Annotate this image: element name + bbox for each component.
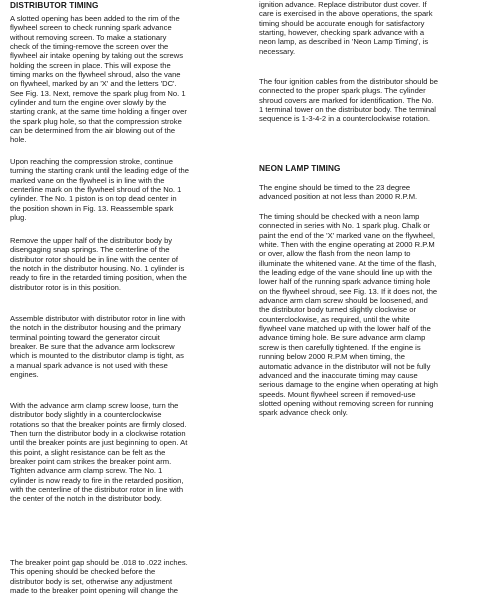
paragraph-line: ready to fire in the retarded timing position, when the [10, 273, 187, 283]
paragraph-line: running below 2000 R.P.M when timing, the [259, 352, 405, 362]
paragraph-line: necessary. [259, 46, 296, 56]
paragraph-line: until the breaker points are just beginning to open. At [10, 438, 188, 448]
paragraph-line: The timing should be checked with a neon lamp [259, 212, 420, 221]
paragraph [259, 77, 491, 124]
paragraph [10, 14, 242, 145]
paragraph-line: made to the breaker point opening will change the [10, 586, 179, 596]
paragraph [10, 558, 242, 595]
paragraph-line: distributor body slightly in a counterclockwise [10, 410, 162, 420]
paragraph-line: the position shown in Fig. 13. Reassemble spark [10, 203, 174, 213]
paragraph-line: cylinder is now ready to fire in the retarded position, [10, 475, 184, 485]
paragraph-line: flywheel vane matched up with the lower half of the [259, 324, 431, 334]
paragraph-line: disengaging snap springs. The centerline of the [10, 245, 170, 255]
paragraph-line: the notch in the distributor housing and the primary [10, 323, 181, 333]
paragraph-line: the leading edge of the vane should line up with the [259, 268, 433, 278]
paragraph-line: or over, allow the flash from the neon lamp to [259, 249, 411, 259]
paragraph-line: starting crank, at the same time holding a finger over [10, 107, 187, 117]
paragraph-line: on flywheel, marked by an 'X' and the letters 'DC'. [10, 79, 177, 89]
paragraph-line: neon lamp, as described in 'Neon Lamp Timing', is [259, 37, 429, 47]
paragraph-line: cylinder and turn the engine over slowly by the [10, 98, 167, 108]
paragraph-line: With the advance arm clamp screw loose, turn the [10, 401, 179, 410]
paragraph-line: check of the timing-remove the screen over the [10, 42, 169, 52]
paragraph-line: which is mounted to the distributor clamp is tight, as [10, 351, 184, 361]
paragraph-line: white. Then with the engine operating at 2000 R.P.M [259, 240, 435, 250]
paragraph-line: turning the starting crank until the leading edge of the [10, 166, 189, 176]
paragraph-line: plug. [10, 213, 27, 223]
paragraph-line: breaker. Be sure that the advance arm lockscrew [10, 342, 175, 352]
paragraph-line: The four ignition cables from the distributor should be [259, 77, 438, 86]
section-heading-distributor-timing: DISTRIBUTOR TIMING [10, 1, 99, 10]
paragraph-line: This opening should be checked before the [10, 567, 156, 577]
section-heading-neon-lamp-timing: NEON LAMP TIMING [259, 164, 341, 173]
paragraph-line: Upon reaching the compression stroke, continue [10, 157, 173, 166]
paragraph [259, 212, 491, 418]
paragraph-line: without removing screen. To make a stationary [10, 32, 167, 42]
paragraph-line: counterclockwise, as required, until the white [259, 314, 410, 324]
paragraph-line: cylinder. The No. 1 piston is on top dead center in [10, 194, 177, 204]
paragraph-line: timing marks on the flywheel shroud, also the vane [10, 70, 181, 80]
paragraph-line: a manual spark advance is not used with these [10, 360, 168, 370]
paragraph-line: Remove the upper half of the distributor body by [10, 236, 173, 245]
paragraph-line: care is exercised in the above operations, the spark [259, 9, 433, 19]
paragraph-line: timing should be accurate enough for satisfactory [259, 18, 425, 28]
paragraph-line: on the flywheel shroud, see Fig. 13. If it does not, the [259, 286, 438, 296]
paragraph-line: distributor body is set, otherwise any adjustment [10, 576, 173, 586]
paragraph-line: rotations so that the breaker points are firmly closed. [10, 419, 187, 429]
paragraph-line: connected to the proper spark plugs. The cylinder [259, 86, 426, 96]
paragraph-line: hole. [10, 135, 27, 145]
paragraph-line: spark advance check only. [259, 408, 348, 418]
paragraph-line: speeds. Mount flywheel screen if removed-use [259, 389, 416, 399]
paragraph-line: the spark plug hole, so that the compression stroke [10, 116, 182, 126]
paragraph-line: lower half of the running spark advance timing hole [259, 277, 431, 287]
paragraph-line: The engine should be timed to the 23 degree [259, 183, 411, 192]
paragraph-line: sequence is 1-3-4-2 in a counterclockwise rotation. [259, 114, 430, 124]
paragraph-line: Then turn the distributor body in a clockwise rotation [10, 429, 186, 439]
paragraph-line: starting, however, checking spark advance with a [259, 28, 425, 38]
paragraph-line: shroud covers are marked for identification. The No. [259, 95, 434, 105]
paragraph-line: the notch in the distributor housing. No. 1 cylinder is [10, 264, 185, 274]
paragraph-line: advanced and the inaccurate timing may cause [259, 370, 418, 380]
paragraph-line: holding the screen in place. This will expose the [10, 60, 171, 70]
paragraph-line: advance arm clam screw should be loosened, and [259, 296, 428, 306]
paragraph-line: illuminate the whitened vane. At the time of the flash, [259, 258, 437, 268]
paragraph-line: connected in series with No. 1 spark plug. Chalk or [259, 221, 430, 231]
paragraph-line: A slotted opening has been added to the rim of the [10, 14, 180, 23]
paragraph-line: Assemble distributor with distributor rotor in line with [10, 314, 186, 323]
paragraph-line: the center of the notch in the distributor body. [10, 494, 162, 504]
paragraph [259, 183, 491, 202]
paragraph-line: terminal pointing toward the generator circuit [10, 332, 160, 342]
paragraph-line: distributor rotor should be in line with the center of [10, 254, 178, 264]
paragraph-line: the distributor body turned slightly clockwise or [259, 305, 417, 315]
paragraph-line: with the centerline of the distributor rotor in line with [10, 485, 184, 495]
paragraph-line: marked vane on the flywheel is in line with the [10, 175, 165, 185]
paragraph-line: distributor rotor is in this position. [10, 282, 121, 292]
paragraph-line: engines. [10, 370, 39, 380]
paragraph-line: paint the end of the 'X' marked vane on the flywheel, [259, 230, 435, 240]
paragraph-line: See Fig. 13. Next, remove the spark plug from No. 1 [10, 88, 186, 98]
paragraph-line: flywheel screen to check running spark advance [10, 23, 172, 33]
paragraph-line: can be determined from the air blowing out of the [10, 126, 176, 136]
paragraph-line: automatic advance in the distributor will not be fully [259, 361, 431, 371]
paragraph [10, 401, 242, 504]
paragraph-line: Tighten advance arm clamp screw. The No. 1 [10, 466, 163, 476]
paragraph-line: serious damage to the engine when operating at high [259, 380, 439, 390]
paragraph-line: advance timing hole. Be sure advance arm clamp [259, 333, 426, 343]
paragraph-line: The breaker point gap should be .018 to .022 inches. [10, 558, 188, 567]
paragraph [10, 314, 242, 379]
paragraph-line: screw is then carefully tightened. If the engine is [259, 342, 421, 352]
paragraph-line: advanced position at not less than 2000 R.P.M. [259, 192, 418, 202]
paragraph-line: this point, a slight resistance can be felt as the [10, 447, 166, 457]
paragraph [10, 236, 242, 292]
paragraph-line: flywheel air intake opening by taking out the screws [10, 51, 184, 61]
paragraph-line: slotted opening without removing screen for running [259, 398, 434, 408]
paragraph-line: breaker point cam strikes the breaker point arm. [10, 457, 172, 467]
paragraph-line: 1 terminal tower on the distributor body. The terminal [259, 105, 436, 115]
paragraph-line: ignition advance. Replace distributor dust cover. If [259, 0, 427, 9]
paragraph [10, 157, 242, 222]
paragraph-line: centerline mark on the flywheel shroud of the No. 1 [10, 185, 182, 195]
paragraph [259, 0, 491, 56]
